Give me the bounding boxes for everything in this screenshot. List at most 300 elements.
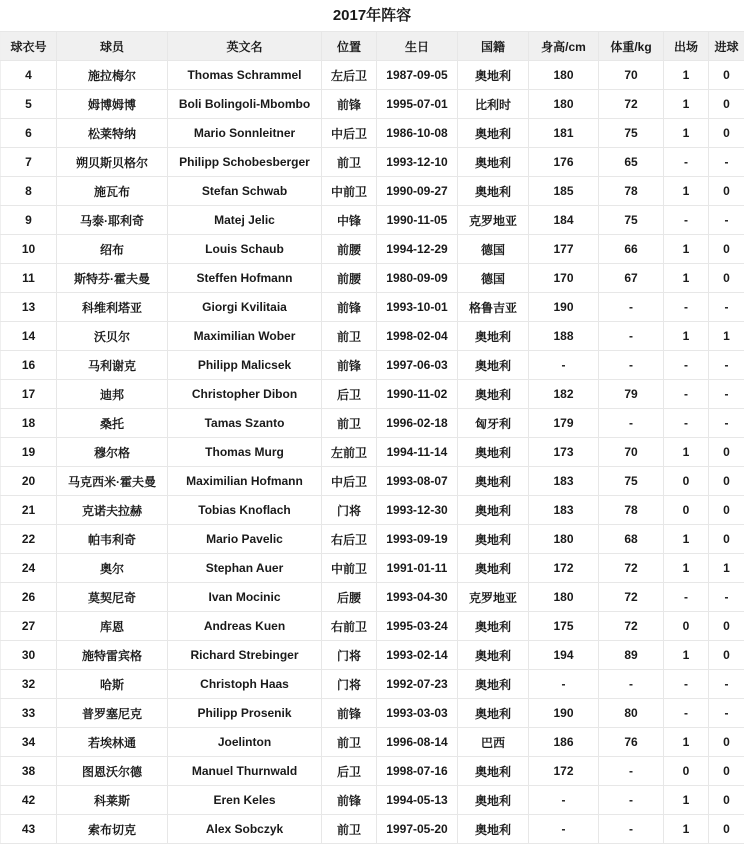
table-cell: 33 [1,699,57,728]
table-cell: 若埃林通 [57,728,168,757]
table-cell: 左后卫 [322,61,377,90]
table-cell: 1993-03-03 [377,699,458,728]
table-cell: 4 [1,61,57,90]
table-cell: 奥地利 [458,61,529,90]
table-cell: Eren Keles [168,786,322,815]
table-cell: Thomas Murg [168,438,322,467]
table-cell: 170 [529,264,599,293]
table-cell: 1997-05-20 [377,815,458,844]
table-cell: 179 [529,409,599,438]
table-cell: 0 [709,496,744,525]
table-row [1,438,744,467]
table-row [1,641,744,670]
table-cell: 0 [709,467,744,496]
column-header: 位置 [322,32,377,61]
table-cell: 172 [529,554,599,583]
table-row [1,177,744,206]
table-row [1,409,744,438]
table-cell: 19 [1,438,57,467]
page-title: 2017年阵容 [332,7,412,24]
table-cell: - [709,206,744,235]
table-row [1,525,744,554]
table-cell: Andreas Kuen [168,612,322,641]
table-cell: 前锋 [322,786,377,815]
table-cell: 1994-05-13 [377,786,458,815]
table-cell: 186 [529,728,599,757]
table-cell: - [709,699,744,728]
table-cell: 0 [709,786,744,815]
table-row [1,293,744,322]
table-cell: 89 [599,641,664,670]
column-header: 英文名 [168,32,322,61]
table-cell: 34 [1,728,57,757]
table-cell: 72 [599,90,664,119]
table-row [1,612,744,641]
table-cell: 前腰 [322,235,377,264]
table-cell: 1993-04-30 [377,583,458,612]
table-cell: Matej Jelic [168,206,322,235]
table-cell: - [664,206,709,235]
table-cell: 前卫 [322,148,377,177]
table-cell: 朔贝斯贝格尔 [57,148,168,177]
table-cell: 188 [529,322,599,351]
table-cell: 后腰 [322,583,377,612]
table-cell: Richard Strebinger [168,641,322,670]
table-cell: 桑托 [57,409,168,438]
table-cell: 1993-12-30 [377,496,458,525]
table-cell: 13 [1,293,57,322]
table-cell: 9 [1,206,57,235]
table-cell: 30 [1,641,57,670]
table-cell: Manuel Thurnwald [168,757,322,786]
table-cell: 奥地利 [458,496,529,525]
table-cell: 1 [664,554,709,583]
table-cell: 173 [529,438,599,467]
table-cell: 1990-11-05 [377,206,458,235]
table-cell: - [599,757,664,786]
table-cell: 180 [529,583,599,612]
table-cell: Maximilian Hofmann [168,467,322,496]
table-row [1,351,744,380]
table-cell: - [529,351,599,380]
table-cell: 20 [1,467,57,496]
table-cell: - [664,670,709,699]
table-cell: 库恩 [57,612,168,641]
table-cell: - [664,583,709,612]
table-cell: 1980-09-09 [377,264,458,293]
table-cell: - [599,815,664,844]
table-cell: - [664,380,709,409]
table-cell: - [709,293,744,322]
table-cell: 1987-09-05 [377,61,458,90]
table-cell: 奥地利 [458,815,529,844]
table-cell: 德国 [458,264,529,293]
table-cell: 79 [599,380,664,409]
table-row [1,235,744,264]
table-cell: 沃贝尔 [57,322,168,351]
table-cell: 1992-07-23 [377,670,458,699]
table-cell: 1 [664,119,709,148]
table-row [1,728,744,757]
table-cell: 1 [664,728,709,757]
table-cell: 1997-06-03 [377,351,458,380]
table-cell: 1996-02-18 [377,409,458,438]
table-cell: 莫契尼奇 [57,583,168,612]
table-cell: 1 [664,264,709,293]
table-cell: 43 [1,815,57,844]
table-cell: 1 [664,815,709,844]
table-cell: Louis Schaub [168,235,322,264]
table-cell: 1995-03-24 [377,612,458,641]
table-cell: 181 [529,119,599,148]
table-cell: 0 [709,525,744,554]
table-cell: 1998-02-04 [377,322,458,351]
table-cell: 0 [709,235,744,264]
table-row [1,786,744,815]
table-cell: 72 [599,612,664,641]
table-cell: Stefan Schwab [168,177,322,206]
table-cell: 奥地利 [458,612,529,641]
table-cell: 183 [529,496,599,525]
table-cell: 前锋 [322,351,377,380]
table-cell: 1996-08-14 [377,728,458,757]
table-cell: - [664,699,709,728]
table-header [1,32,744,61]
table-row [1,264,744,293]
table-cell: 巴西 [458,728,529,757]
table-cell: - [709,583,744,612]
table-cell: 8 [1,177,57,206]
table-cell: Steffen Hofmann [168,264,322,293]
table-cell: 1993-10-01 [377,293,458,322]
table-cell: 183 [529,467,599,496]
table-cell: 67 [599,264,664,293]
table-cell: 42 [1,786,57,815]
table-cell: 0 [709,612,744,641]
table-cell: 斯特芬·霍夫曼 [57,264,168,293]
roster-table [0,31,744,844]
table-cell: 75 [599,206,664,235]
table-row [1,380,744,409]
table-cell: 0 [664,757,709,786]
table-cell: 68 [599,525,664,554]
table-cell: Alex Sobczyk [168,815,322,844]
table-cell: 1 [664,786,709,815]
table-cell: 14 [1,322,57,351]
table-cell: Stephan Auer [168,554,322,583]
table-cell: 后卫 [322,757,377,786]
table-cell: 0 [709,438,744,467]
table-cell: 穆尔格 [57,438,168,467]
table-cell: 奥地利 [458,786,529,815]
table-cell: Giorgi Kvilitaia [168,293,322,322]
table-cell: 1 [664,235,709,264]
table-cell: 格鲁吉亚 [458,293,529,322]
table-cell: 门将 [322,641,377,670]
table-cell: 前腰 [322,264,377,293]
header-row [1,32,744,61]
table-cell: 图恩沃尔德 [57,757,168,786]
table-cell: 0 [709,815,744,844]
table-row [1,119,744,148]
table-cell: 奥地利 [458,148,529,177]
table-cell: - [599,670,664,699]
table-row [1,670,744,699]
table-cell: Joelinton [168,728,322,757]
table-cell: 匈牙利 [458,409,529,438]
table-cell: 26 [1,583,57,612]
table-cell: 1 [664,90,709,119]
table-cell: 中后卫 [322,467,377,496]
table-cell: 1 [664,61,709,90]
table-cell: 1 [709,322,744,351]
table-cell: 180 [529,90,599,119]
table-cell: 迪邦 [57,380,168,409]
table-row [1,61,744,90]
table-cell: 0 [709,641,744,670]
table-row [1,467,744,496]
table-cell: - [599,409,664,438]
table-cell: 普罗塞尼克 [57,699,168,728]
table-cell: 75 [599,119,664,148]
table-cell: 哈斯 [57,670,168,699]
table-cell: 1993-08-07 [377,467,458,496]
table-cell: 奥地利 [458,351,529,380]
table-cell: 奥地利 [458,322,529,351]
table-cell: 175 [529,612,599,641]
table-cell: 176 [529,148,599,177]
table-cell: - [664,148,709,177]
table-cell: 施瓦布 [57,177,168,206]
table-cell: 中锋 [322,206,377,235]
table-cell: 1990-11-02 [377,380,458,409]
table-cell: 科维利塔亚 [57,293,168,322]
table-cell: 奥地利 [458,641,529,670]
table-row [1,496,744,525]
table-cell: 194 [529,641,599,670]
table-cell: 0 [664,467,709,496]
table-cell: Ivan Mocinic [168,583,322,612]
column-header: 体重/kg [599,32,664,61]
table-cell: 索布切克 [57,815,168,844]
table-cell: 10 [1,235,57,264]
table-cell: 比利时 [458,90,529,119]
table-cell: 38 [1,757,57,786]
table-cell: 前卫 [322,728,377,757]
table-cell: 1994-11-14 [377,438,458,467]
table-cell: 奥尔 [57,554,168,583]
table-cell: 0 [709,728,744,757]
table-cell: 70 [599,61,664,90]
table-cell: Christoph Haas [168,670,322,699]
table-cell: 奥地利 [458,699,529,728]
table-cell: - [599,786,664,815]
column-header: 身高/cm [529,32,599,61]
table-cell: 21 [1,496,57,525]
table-cell: 182 [529,380,599,409]
table-cell: 17 [1,380,57,409]
table-cell: - [709,148,744,177]
table-cell: 27 [1,612,57,641]
table-cell: 前卫 [322,815,377,844]
table-cell: 前锋 [322,699,377,728]
table-cell: 科莱斯 [57,786,168,815]
table-row [1,815,744,844]
table-cell: 绍布 [57,235,168,264]
table-cell: 后卫 [322,380,377,409]
table-cell: 中前卫 [322,554,377,583]
table-cell: 奥地利 [458,467,529,496]
table-cell: 奥地利 [458,119,529,148]
table-cell: 0 [709,757,744,786]
table-cell: 190 [529,293,599,322]
table-cell: 16 [1,351,57,380]
table-cell: 左前卫 [322,438,377,467]
table-row [1,554,744,583]
table-cell: 1994-12-29 [377,235,458,264]
table-cell: 克诺夫拉赫 [57,496,168,525]
table-cell: 78 [599,496,664,525]
table-cell: 184 [529,206,599,235]
table-cell: 前锋 [322,90,377,119]
table-cell: Mario Sonnleitner [168,119,322,148]
table-cell: Maximilian Wober [168,322,322,351]
table-cell: 奥地利 [458,380,529,409]
table-cell: 松莱特纳 [57,119,168,148]
table-cell: - [599,322,664,351]
column-header: 出场 [664,32,709,61]
table-cell: - [529,786,599,815]
table-cell: - [709,409,744,438]
table-cell: - [709,351,744,380]
table-cell: 前卫 [322,409,377,438]
table-cell: 奥地利 [458,554,529,583]
table-cell: 18 [1,409,57,438]
table-cell: 172 [529,757,599,786]
column-header: 进球 [709,32,744,61]
table-cell: - [599,351,664,380]
table-cell: 0 [664,612,709,641]
table-cell: 78 [599,177,664,206]
table-cell: 右后卫 [322,525,377,554]
table-cell: 马利谢克 [57,351,168,380]
table-cell: 180 [529,525,599,554]
table-cell: 66 [599,235,664,264]
table-cell: Boli Bolingoli-Mbombo [168,90,322,119]
table-cell: 前锋 [322,293,377,322]
table-row [1,583,744,612]
column-header: 球衣号 [1,32,57,61]
table-cell: 32 [1,670,57,699]
table-cell: 奥地利 [458,438,529,467]
table-cell: 76 [599,728,664,757]
table-cell: - [529,670,599,699]
table-cell: 奥地利 [458,177,529,206]
table-cell: 0 [709,119,744,148]
table-cell: 0 [709,90,744,119]
table-cell: 72 [599,583,664,612]
table-cell: 姆博姆博 [57,90,168,119]
table-cell: 1990-09-27 [377,177,458,206]
table-cell: Tobias Knoflach [168,496,322,525]
table-cell: 1995-07-01 [377,90,458,119]
table-row [1,322,744,351]
table-cell: 0 [664,496,709,525]
table-cell: 奥地利 [458,525,529,554]
table-cell: 190 [529,699,599,728]
table-cell: 中前卫 [322,177,377,206]
table-cell: 1998-07-16 [377,757,458,786]
table-cell: 70 [599,438,664,467]
table-cell: 施拉梅尔 [57,61,168,90]
column-header: 国籍 [458,32,529,61]
table-cell: 马泰·耶利奇 [57,206,168,235]
table-cell: - [664,409,709,438]
table-row [1,699,744,728]
table-cell: 施特雷宾格 [57,641,168,670]
table-cell: 180 [529,61,599,90]
table-cell: 奥地利 [458,757,529,786]
table-cell: 1 [664,177,709,206]
table-cell: 65 [599,148,664,177]
table-cell: 帕韦利奇 [57,525,168,554]
table-cell: - [709,380,744,409]
table-cell: 德国 [458,235,529,264]
table-cell: 1 [664,438,709,467]
table-cell: Philipp Malicsek [168,351,322,380]
table-cell: 前卫 [322,322,377,351]
column-header: 球员 [57,32,168,61]
table-cell: Thomas Schrammel [168,61,322,90]
table-cell: 80 [599,699,664,728]
table-cell: - [664,351,709,380]
table-cell: 1 [664,525,709,554]
table-row [1,757,744,786]
table-cell: 奥地利 [458,670,529,699]
table-cell: 克罗地亚 [458,206,529,235]
table-cell: Philipp Prosenik [168,699,322,728]
table-cell: 1991-01-11 [377,554,458,583]
table-cell: 中后卫 [322,119,377,148]
table-cell: 185 [529,177,599,206]
table-cell: 门将 [322,496,377,525]
table-cell: 1 [664,322,709,351]
table-cell: - [709,670,744,699]
table-row [1,90,744,119]
table-cell: 22 [1,525,57,554]
table-cell: 1993-02-14 [377,641,458,670]
table-cell: 1993-12-10 [377,148,458,177]
table-cell: 5 [1,90,57,119]
table-cell: - [599,293,664,322]
table-cell: 0 [709,264,744,293]
table-cell: Mario Pavelic [168,525,322,554]
table-row [1,206,744,235]
column-header: 生日 [377,32,458,61]
table-body [1,61,744,844]
table-cell: Tamas Szanto [168,409,322,438]
table-cell: Christopher Dibon [168,380,322,409]
table-row [1,148,744,177]
table-cell: 7 [1,148,57,177]
table-cell: 75 [599,467,664,496]
table-cell: 克罗地亚 [458,583,529,612]
table-cell: 1 [709,554,744,583]
table-cell: 177 [529,235,599,264]
table-cell: 6 [1,119,57,148]
table-cell: 72 [599,554,664,583]
table-cell: 1993-09-19 [377,525,458,554]
